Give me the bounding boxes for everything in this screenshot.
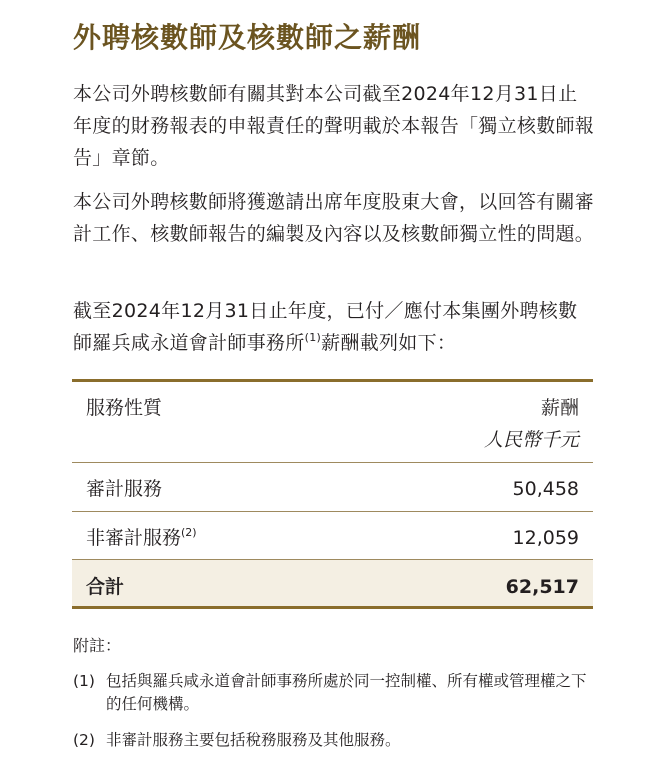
paragraph-auditor-statement: 本公司外聘核數師有關其對本公司截至2024年12月31日止年度的財務報表的申報責任的聲明載於本報告「獨立核數師報告」章節。 <box>73 83 595 169</box>
footnote-ref-2: (2) <box>181 526 197 539</box>
row-audit-label: 審計服務 <box>86 478 163 500</box>
row-non-audit-text: 非審計服務 <box>86 527 182 549</box>
table-top-rule <box>72 379 593 382</box>
paragraph-agm-invitation: 本公司外聘核數師將獲邀請出席年度股東大會，以回答有關審計工作、核數師報告的編製及內容以及核數師獨立性的問題。 <box>73 191 595 245</box>
note-number: (1) <box>73 672 95 690</box>
notes-title: 附註： <box>73 636 122 655</box>
paragraph-remuneration-intro <box>73 295 595 359</box>
header-divider <box>72 462 593 463</box>
note-text: 包括與羅兵咸永道會計師事務所處於同一控制權、所有權或管理權之下的任何機構。 <box>106 672 587 713</box>
total-value: 62,517 <box>505 576 579 598</box>
table-bottom-rule <box>72 606 593 609</box>
row-audit-value: 50,458 <box>512 478 579 500</box>
row-non-audit-value: 12,059 <box>512 527 579 549</box>
total-label: 合計 <box>86 576 125 598</box>
note-text: 非審計服務主要包括稅務服務及其他服務。 <box>106 731 401 749</box>
note-number: (2) <box>73 731 95 749</box>
footnote-ref-1: (1) <box>304 331 322 344</box>
paragraph-remuneration-tail: 薪酬載列如下： <box>321 332 457 354</box>
total-divider <box>72 559 593 560</box>
header-remuneration: 薪酬 <box>540 397 579 419</box>
remuneration-table <box>72 379 593 609</box>
header-service-nature: 服務性質 <box>86 397 163 419</box>
row-divider <box>72 511 593 512</box>
header-unit: 人民幣千元 <box>483 429 579 451</box>
paragraph-remuneration-text: 截至2024年12月31日止年度，已付／應付本集團外聘核數師羅兵咸永道會計師事務所 <box>73 300 578 354</box>
row-non-audit-label <box>86 526 197 550</box>
section-title: 外聘核數師及核數師之薪酬 <box>73 21 422 54</box>
